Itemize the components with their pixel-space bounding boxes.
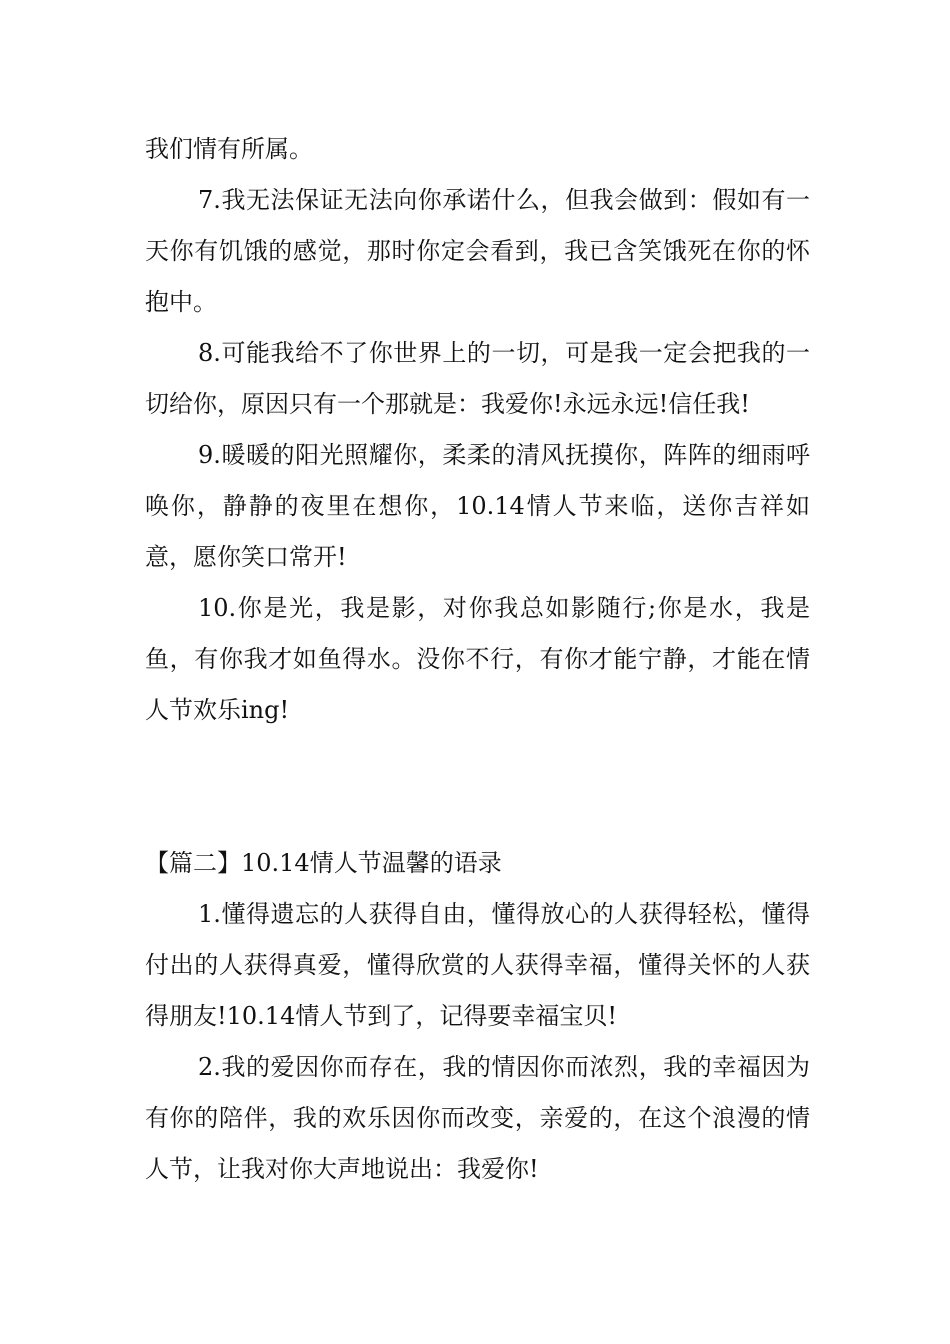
list-item: 7.我无法保证无法向你承诺什么，但我会做到：假如有一天你有饥饿的感觉，那时你定会看到，我已含笑饿死在你的怀抱中。 xyxy=(145,186,810,316)
list-item: 9.暖暖的阳光照耀你，柔柔的清风抚摸你，阵阵的细雨呼唤你，静静的夜里在想你，10.14情人节来临，送你吉祥如意，愿你笑口常开! xyxy=(145,441,810,571)
continuation-paragraph: 我们情有所属。 xyxy=(145,135,313,163)
section-spacer xyxy=(145,736,810,838)
list-item: 8.可能我给不了你世界上的一切，可是我一定会把我的一切给你，原因只有一个那就是：我爱你!永远永远!信任我! xyxy=(145,339,810,418)
document-body xyxy=(145,124,810,1195)
section-heading: 【篇二】10.14情人节温馨的语录 xyxy=(145,849,502,877)
list-item: 2.我的爱因你而存在，我的情因你而浓烈，我的幸福因为有你的陪伴，我的欢乐因你而改变，亲爱的，在这个浪漫的情人节，让我对你大声地说出：我爱你! xyxy=(145,1053,810,1183)
list-item: 10.你是光，我是影，对你我总如影随行;你是水，我是鱼，有你我才如鱼得水。没你不行，有你才能宁静，才能在情人节欢乐ing! xyxy=(145,594,810,724)
list-item: 1.懂得遗忘的人获得自由，懂得放心的人获得轻松，懂得付出的人获得真爱，懂得欣赏的人获得幸福，懂得关怀的人获得朋友!10.14情人节到了，记得要幸福宝贝! xyxy=(145,900,810,1030)
